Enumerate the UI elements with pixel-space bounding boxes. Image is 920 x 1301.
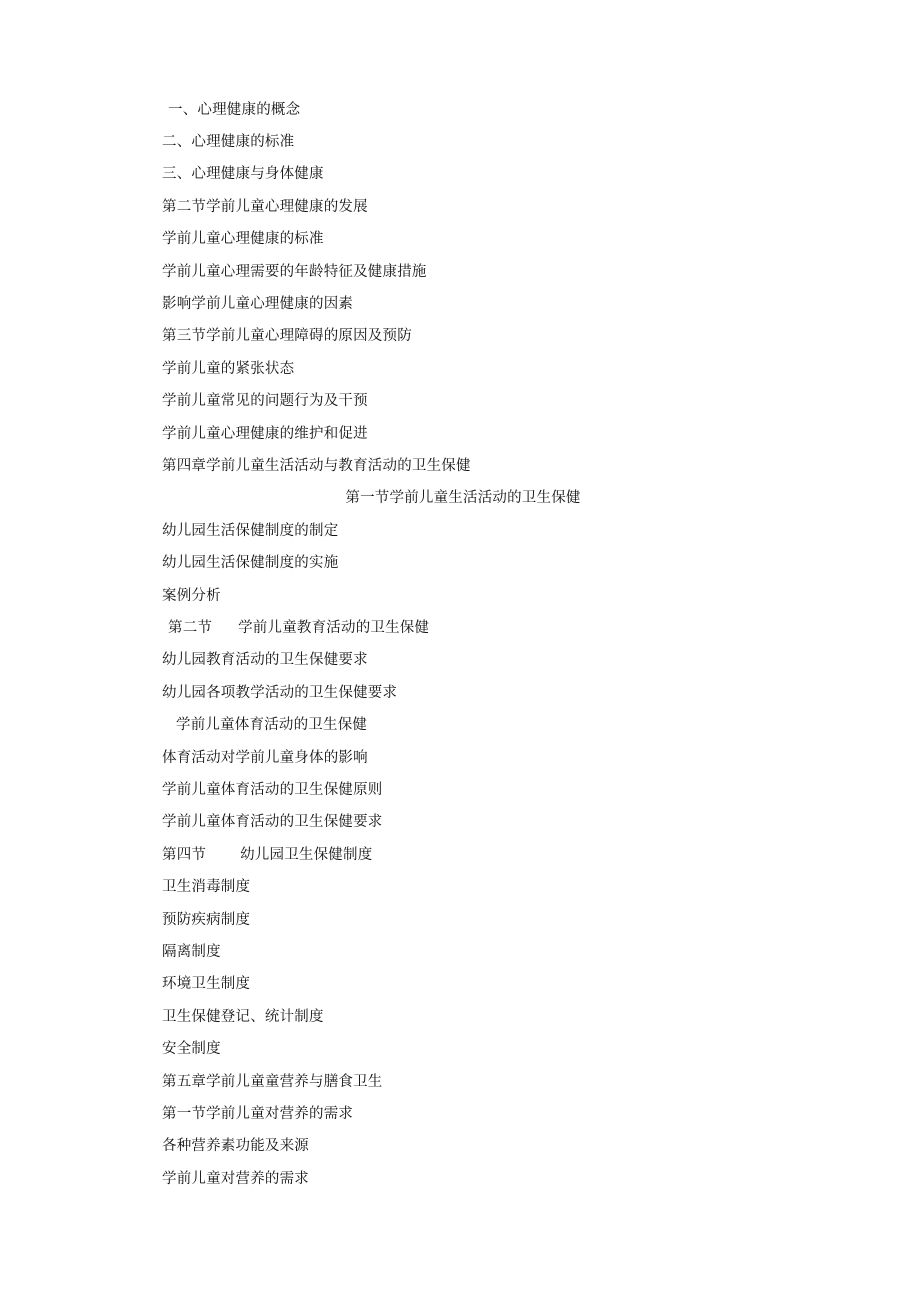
section-title: 幼儿园卫生保健制度 [240,847,373,863]
outline-item: 卫生消毒制度 [162,879,251,895]
outline-item: 环境卫生制度 [162,976,251,992]
outline-item: 学前儿童体育活动的卫生保健要求 [162,814,383,830]
section-heading: 第一节学前儿童对营养的需求 [162,1106,354,1122]
outline-item: 影响学前儿童心理健康的因素 [162,296,354,312]
outline-item: 幼儿园生活保健制度的制定 [162,523,339,539]
outline-item: 幼儿园各项教学活动的卫生保健要求 [162,685,398,701]
section-heading: 第二节学前儿童心理健康的发展 [162,199,368,215]
section-heading: 第三节学前儿童心理障碍的原因及预防 [162,328,412,344]
chapter-heading: 第五章学前儿童童营养与膳食卫生 [162,1074,383,1090]
subsection-heading: 学前儿童体育活动的卫生保健 [176,717,368,733]
outline-item: 学前儿童心理需要的年龄特征及健康措施 [162,264,427,280]
outline-item: 学前儿童的紧张状态 [162,361,295,377]
outline-item: 学前儿童心理健康的标准 [162,231,324,247]
outline-item: 学前儿童体育活动的卫生保健原则 [162,782,383,798]
outline-item: 学前儿童心理健康的维护和促进 [162,426,368,442]
outline-item: 卫生保健登记、统计制度 [162,1009,324,1025]
outline-item: 案例分析 [162,588,221,604]
outline-item: 幼儿园教育活动的卫生保健要求 [162,652,368,668]
outline-item: 二、心理健康的标准 [162,134,295,150]
outline-item: 三、心理健康与身体健康 [162,166,324,182]
outline-item: 学前儿童对营养的需求 [162,1171,309,1187]
outline-item: 各种营养素功能及来源 [162,1138,309,1154]
section-heading-centered: 第一节学前儿童生活活动的卫生保健 [345,490,581,506]
outline-item: 预防疾病制度 [162,912,251,928]
outline-item: 隔离制度 [162,944,221,960]
section-number: 第二节 [168,620,213,636]
outline-item: 安全制度 [162,1041,221,1057]
outline-item: 体育活动对学前儿童身体的影响 [162,750,368,766]
outline-item: 幼儿园生活保健制度的实施 [162,555,339,571]
section-heading [168,612,429,644]
section-number: 第四节 [162,847,207,863]
section-title: 学前儿童教育活动的卫生保健 [238,620,430,636]
outline-item: 一、心理健康的概念 [168,102,301,118]
section-heading [162,839,372,871]
chapter-heading: 第四章学前儿童生活活动与教育活动的卫生保健 [162,458,471,474]
outline-item: 学前儿童常见的问题行为及干预 [162,393,368,409]
